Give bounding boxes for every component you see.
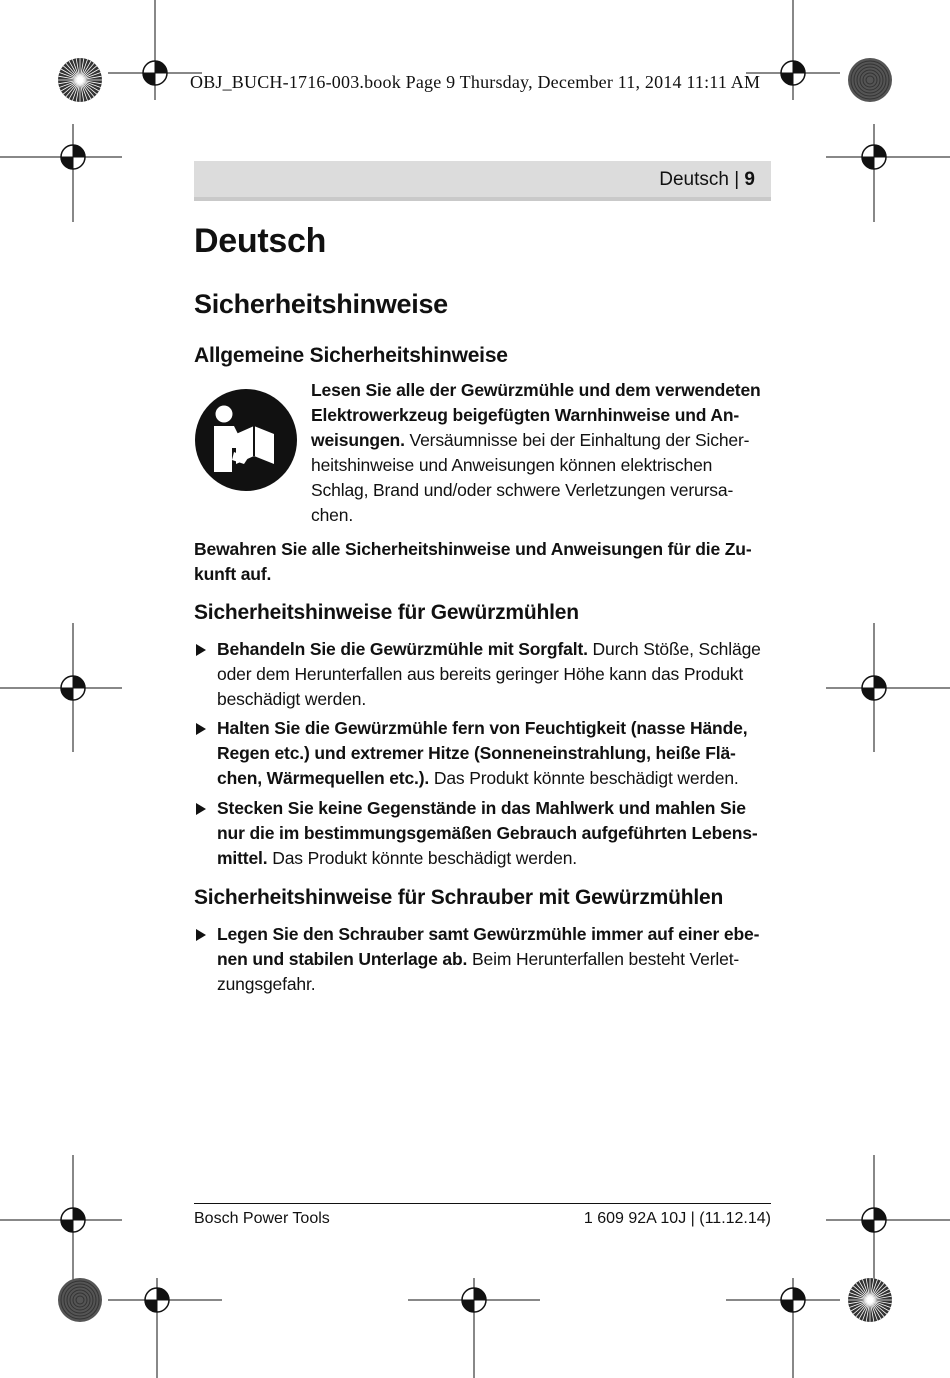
- footer-rule: [194, 1203, 771, 1204]
- normal-text: Versäumnisse bei der Einhaltung der Sicher-: [404, 430, 750, 450]
- general-text-line: [311, 453, 781, 478]
- general-heading: Allgemeine Sicherheitshinweise: [194, 344, 508, 367]
- normal-text: heitshinweise und Anweisungen können elektrischen: [311, 455, 713, 475]
- page-header: [194, 161, 771, 201]
- normal-text: Durch Stöße, Schläge: [587, 639, 761, 659]
- general-warning-text: [311, 378, 781, 528]
- bold-text: Elektrowerkzeug beigefügten Warnhinweise und An-: [311, 405, 740, 425]
- print-slug: OBJ_BUCH-1716-003.book Page 9 Thursday, December 11, 2014 11:11 AM: [190, 72, 761, 92]
- grinder-bullet-text: [217, 637, 773, 712]
- grinder-bullet-line: [217, 766, 773, 791]
- bold-text: Lesen Sie alle der Gewürzmühle und dem verwendeten: [311, 380, 761, 400]
- bold-text: weisungen.: [311, 430, 405, 450]
- grinder-bullet-line: [217, 662, 773, 687]
- screwdriver-bullet-text: [217, 922, 773, 997]
- page-number: 9: [744, 169, 755, 190]
- grinder-heading: Sicherheitshinweise für Gewürzmühlen: [194, 601, 579, 624]
- bullet-triangle-icon: [196, 803, 206, 815]
- page-title: Deutsch: [194, 222, 327, 260]
- bold-text: chen, Wärmequellen etc.).: [217, 768, 430, 788]
- general-text-line: [311, 503, 781, 528]
- normal-text: Das Produkt könnte beschädigt werden.: [267, 848, 577, 868]
- grinder-bullet-line: [217, 796, 773, 821]
- general-text-line: [311, 428, 781, 453]
- normal-text: oder dem Herunterfallen aus bereits geringer Höhe kann das Produkt: [217, 664, 744, 684]
- bold-text: mittel.: [217, 848, 268, 868]
- bold-text: Behandeln Sie die Gewürzmühle mit Sorgfalt.: [217, 639, 588, 659]
- screwdriver-bullet-line: [217, 922, 773, 947]
- header-language: [659, 169, 755, 191]
- general-text-line: [311, 403, 781, 428]
- header-separator: |: [734, 169, 740, 190]
- bold-text: Stecken Sie keine Gegenstände in das Mahlwerk und mahlen Sie: [217, 798, 746, 818]
- footer-doc-number: 1 609 92A 10J | (11.12.14): [583, 1210, 771, 1227]
- grinder-bullet-line: [217, 741, 773, 766]
- bullet-triangle-icon: [196, 929, 206, 941]
- normal-text: Beim Herunterfallen besteht Verlet-: [467, 949, 740, 969]
- bullet-triangle-icon: [196, 644, 206, 656]
- screwdriver-bullet-line: [217, 947, 773, 972]
- normal-text: zungsgefahr.: [217, 974, 316, 994]
- bold-text: Halten Sie die Gewürzmühle fern von Feuchtigkeit (nasse Hände,: [217, 718, 748, 738]
- bold-text: nen und stabilen Unterlage ab.: [217, 949, 468, 969]
- keep-text-line: Bewahren Sie alle Sicherheitshinweise und Anweisungen für die Zu-: [194, 539, 752, 559]
- normal-text: Schlag, Brand und/oder schwere Verletzungen verursa-: [311, 480, 734, 500]
- keep-instructions-text: [194, 537, 784, 587]
- keep-text-line: kunft auf.: [194, 564, 272, 584]
- normal-text: Das Produkt könnte beschädigt werden.: [429, 768, 739, 788]
- screwdriver-heading: Sicherheitshinweise für Schrauber mit Gewürzmühlen: [194, 886, 724, 909]
- grinder-bullet-line: [217, 846, 773, 871]
- bold-text: Regen etc.) und extremer Hitze (Sonneneinstrahlung, heiße Flä-: [217, 743, 736, 763]
- normal-text: beschädigt werden.: [217, 689, 367, 709]
- footer-brand: Bosch Power Tools: [194, 1210, 330, 1227]
- screwdriver-bullet-line: [217, 972, 773, 997]
- grinder-bullet-line: [217, 637, 773, 662]
- normal-text: chen.: [311, 505, 354, 525]
- section-title: Sicherheitshinweise: [194, 289, 448, 319]
- grinder-bullet-text: [217, 796, 773, 871]
- grinder-bullet-line: [217, 687, 773, 712]
- read-manual-icon: [194, 388, 298, 492]
- grinder-bullet-text: [217, 716, 773, 791]
- grinder-bullet-line: [217, 821, 773, 846]
- grinder-bullet-line: [217, 716, 773, 741]
- general-text-line: [311, 378, 781, 403]
- bullet-triangle-icon: [196, 723, 206, 735]
- bold-text: Legen Sie den Schrauber samt Gewürzmühle immer auf einer ebe-: [217, 924, 760, 944]
- bold-text: nur die im bestimmungsgemäßen Gebrauch aufgeführten Lebens-: [217, 823, 758, 843]
- header-language-label: Deutsch: [659, 169, 729, 190]
- general-text-line: [311, 478, 781, 503]
